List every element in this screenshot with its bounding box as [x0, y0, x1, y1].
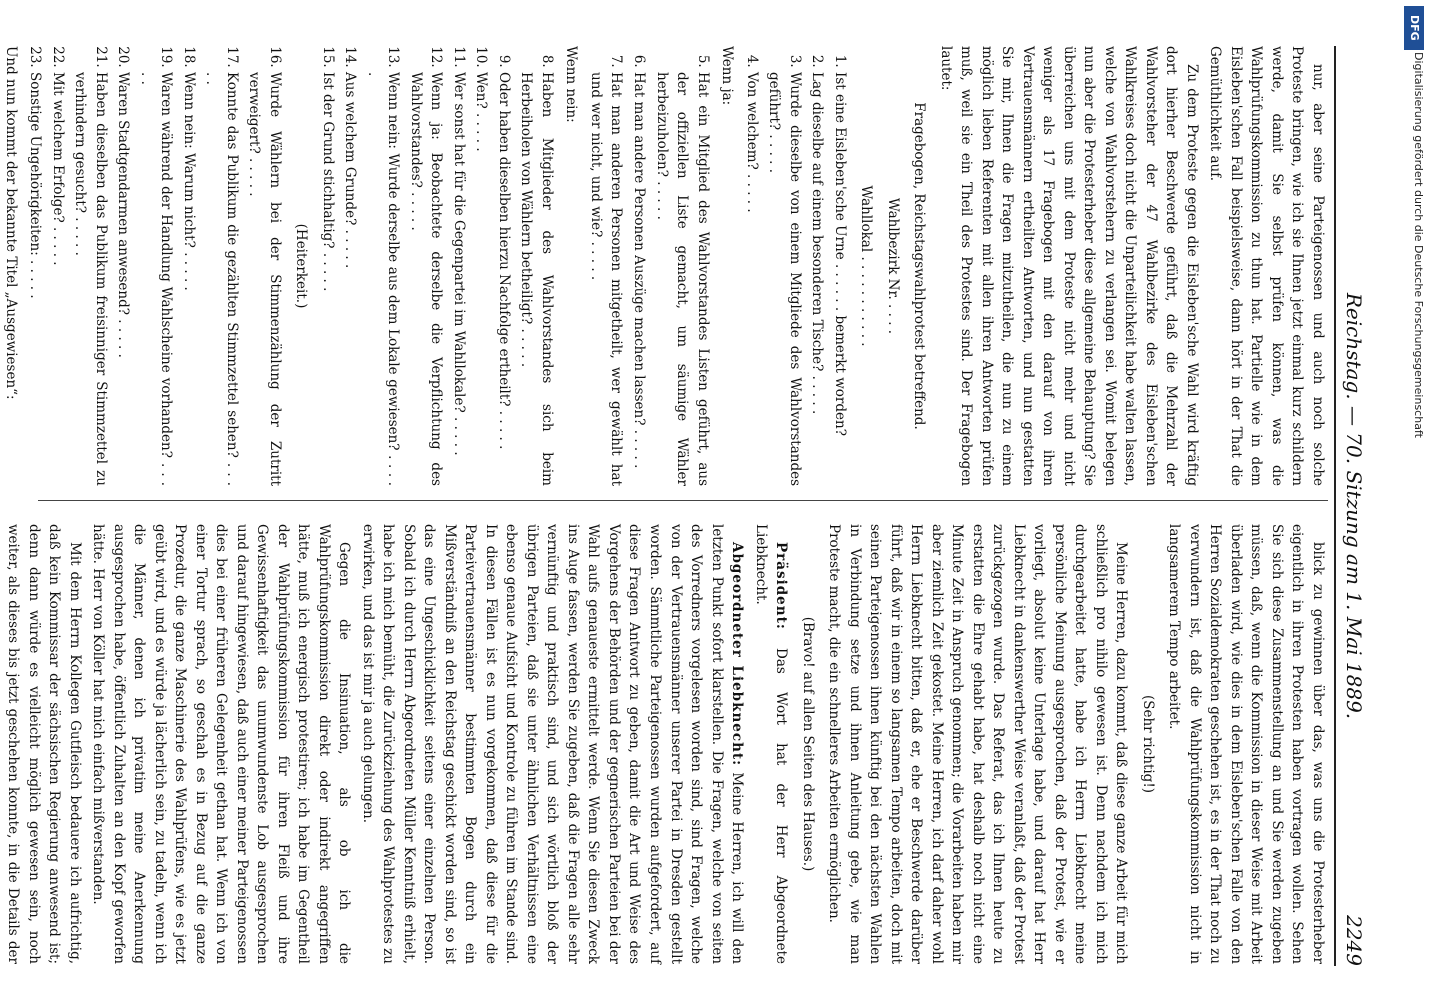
form-place: Wahllokal . . . . . . . . . . . — [858, 185, 875, 347]
answer-label: Wenn ja: — [719, 46, 736, 106]
question: 20. Waren Stadtgendarmen anwesend? . . . . . — [113, 72, 134, 486]
question: 11. Wer sonst hat für die Gegenpartei im Wahllokale? . . . . . — [448, 72, 469, 486]
question: 23. Sonstige Ungehörigkeiten: . . . . . — [25, 72, 46, 486]
question: 9. Oder haben dieselben hierzu Nachfolge ertheilt? . . . . . — [493, 72, 514, 486]
question: 10. Wen? . . . . . — [471, 72, 492, 486]
president-remark — [750, 524, 791, 964]
form-district: Wahlbezirk Nr. . . . . — [884, 197, 901, 335]
digitization-credit: Digitalisierung gefördert durch die Deutsche Forschungsgemeinschaft — [1412, 52, 1425, 438]
question: 4. Von welchem? . . . . . — [741, 72, 762, 486]
paragraph: Mit dem Herrn Kollegen Gutfleisch bedauere ich aufrichtig, daß kein Kommissar der sächsischen Regierung anwesend ist; denn dann würde es vielleicht möglich gewesen sein, noch weiter, als dieses bis jetzt geschehen konnte, in die Details der — [5, 524, 83, 964]
speech — [357, 524, 747, 964]
question: 22. Mit welchem Erfolge? . . . . . — [47, 72, 68, 486]
dfg-logo: DFG — [1404, 6, 1424, 50]
column-divider — [38, 500, 1328, 501]
header-title: Reichstag. — 70. Sitzung am 1. Mai 1889. — [1342, 292, 1366, 720]
question: 21. Haben dieselben das Publikum freisinniger Stimmzettel zu verhindern gesucht? . . . . . — [70, 72, 111, 486]
question: 13. Wenn nein: Wurde derselbe aus dem Lokale gewiesen? . . . . . — [362, 72, 403, 486]
stage-direction: (Heiterkeit.) — [293, 223, 310, 309]
question: 18. Wenn nein: Warum nicht? . . . . . — [178, 72, 199, 486]
question: 19. Waren während der Handlung Wahlscheine vorhanden? . . . . . — [135, 72, 176, 486]
stage-direction: (Sehr richtig!) — [1139, 694, 1156, 794]
answer-label: Wenn nein: — [563, 46, 580, 123]
question: 5. Hat ein Mitglied des Wahlvorstandes Listen geführt, aus der offiziellen Liste gemacht, um säumige Wähler herbeizuholen? . . . . . — [651, 72, 713, 486]
question: 6. Hat man andere Personen Auszüge machen lassen? . . . . . — [629, 72, 650, 486]
left-column — [0, 46, 1328, 486]
question: 17. Konnte das Publikum die gezählten Stimmzettel sehen? . . . . . — [201, 72, 242, 486]
question: 3. Wurde dieselbe von einem Mitgliede des Wahlvorstandes geführt? . . . . . — [764, 72, 805, 486]
stage-direction: (Bravo! auf allen Seiten des Hauses.) — [799, 616, 816, 872]
speaker-label: Abgeordneter Liebknecht: — [729, 542, 746, 767]
question: 16. Wurde Wählern bei der Stimmenzählung der Zutritt verweigert? . . . . . — [244, 72, 285, 486]
paragraph: Zu dem Proteste gegen die Eisleben'sche Wahl wird kräftig dort hierher Beschwerde geführt, daß die Mehrzahl der Wahlvorsteher der 47 Wahlbezirke des Eisleben'schen Wahlkreises doch nicht die Unparteilichkeit habe walten lassen, welche von Wahlvorstehern zu verlangen sei. Womit belegen nun aber die Protesterheber diese allgemeine Behauptung? Sie überreichen uns mit dem Proteste nicht mehr und nicht weniger als 17 Fragebogen mit den darauf von ihren Vertrauensmännern ertheilten Antworten, und nun gestatten Sie mir, Ihnen die Fragen mitzutheilen, die nun zu einem möglich lieben Referenten mit allen ihren Antworten prüfen muß, weil sie ein Theil des Protestes sind. Der Fragebogen lautet: — [937, 46, 1200, 486]
page-number: 2249 — [1342, 915, 1366, 966]
question-list-b — [585, 46, 712, 486]
paragraph: Meine Herren, dazu kommt, daß diese ganze Arbeit für mich schließlich pro nihilo gewesen ist. Denn nachdem ich mich durchgearbeitet hatte, habe ich Herrn Liebknecht meine persönliche Meinung ausgesprochen, daß der Protest, wie er vorliegt, absolut keine Unterlage habe, und darauf hat Herr Liebknecht in dankenswerther Weise veranlaßt, daß der Protest zurückgezogen wurde. Das Referat, das ich Ihnen heute zu erstatten die Ehre gehabt habe, hat deshalb noch nicht eine Minute Zeit in Anspruch genommen; die Vorarbeiten haben mir aber ziemlich Zeit gekostet. Meine Herren, ich darf daher wohl Herrn Liebknecht bitten, daß er, ehe er Beschwerde darüber führt, daß wir in einem so langsamen Tempo arbeiten, doch mit seinen Parteigenossen ihnen künftig bei den nächsten Wahlen in Verbindung setze und ihnen Anleitung gebe, wie man Proteste macht, die ein schnelleres Arbeiten ermöglichen. — [826, 524, 1130, 964]
paragraph: nur, aber seine Parteigenossen und auch noch solche Proteste bringen, wie ich sie Ihnen jetzt einmal kurz schildern werde, damit Sie selbst prüfen können, was die Wahlprüfungskommission zu thun hat. Partielle wie in dem Eisleben'schen Fall beispielsweise, dann hört in der That die Gemüthlichkeit auf. — [1207, 46, 1326, 486]
page-header — [1334, 46, 1370, 966]
paragraph: Gegen die Insinuation, als ob ich die Wahlprüfungskommission direkt oder indirekt angegriffen hätte, muß ich energisch protestiren; ich habe im Gegentheil der Wahlprüfungskommission für ihren Fleiß und ihre Gewissenhaftigkeit das unumwundenste Lob ausgesprochen und darauf hingewiesen, daß auch einer meiner Parteigenossen dies bei einer früheren Gelegenheit gethan hat. Wenn ich von einer Tortur sprach, so geschah es in Bezug auf die ganze Prozedur, die ganze Maschinerie des Wahlprüfens, wie es jetzt geübt wird, und es würde ja lächerlich sein, zu tadeln, wenn ich die Männer, denen ich privatim meine Anerkennung ausgesprochen habe, öffentlich Zuhalten an den Kopf geworfen hätte. Herr von Köller hat mich einfach mißverstanden. — [90, 524, 353, 964]
speaker-label: Präsident: — [773, 542, 790, 630]
speech-text: Das Wort hat der Herr Abgeordnete Liebknecht. — [752, 524, 790, 964]
right-column — [0, 524, 1328, 964]
question: 14. Aus welchem Grunde? . . . . . — [340, 72, 361, 486]
question: 1. Ist eine Eisleben'sche Urne . . . . . . bemerkt worden? — [829, 72, 850, 486]
form-title: Fragebogen, Reichstagswahlprotest betreffend. — [911, 102, 928, 430]
question: 8. Haben Mitglieder des Wahlvorstandes sich beim Herbeiholen von Wählern betheiligt? . . . . . — [516, 72, 557, 486]
question-list-a — [741, 46, 850, 486]
question-list-c — [317, 46, 557, 486]
speech-text: Meine Herren, ich will den letzten Punkt sofort klarstellen. Die Fragen, welche von seiten des Vorredners vorgelesen worden sind, sind Fragen, welche von der Vertrauensmänner unserer Partei in Dresden gestellt worden. Sämmtliche Parteigenossen wurden aufgefordert, auf diese Fragen Antwort zu geben, damit die Art und Weise des Vorgehens der Behörden und der gegnerischen Parteien bei der Wahl aufs genaueste ermittelt werde. Wenn Sie diesen Zweck ins Auge fassen, werden Sie zugeben, daß die Fragen alle sehr vernünftig und praktisch sind, und sich wörtlich bloß der übrigen Parteien, daß sie unter ähnlichen Verhältnissen eine ebenso genaue Aufsicht und Kontrole zu führen im Stande sind. In diesen Fällen ist es nun vorgekommen, daß diese für die Parteivertrauensmänner bestimmten Bogen durch ein Mißverständniß an den Reichstag geschickt worden sind, so ist das eine Ungeschicklichkeit seitens einer einzelnen Person. Sobald ich durch Herrn Abgeordneten Müller Kenntniß erhielt, habe ich mich bemüht, die Zurückziehung des Wahlprotestes zu erwirken, und das ist mir ja auch gelungen. — [359, 524, 746, 965]
question: 7. Hat man anderen Personen mitgetheilt, wer gewählt hat und wer nicht, und wie? . . . . . — [585, 72, 626, 486]
question: 2. Lag dieselbe auf einem besonderen Tische? . . . . . — [807, 72, 828, 486]
closing-question: Und nun kommt der bekannte Titel „Ausgewiesen“: — [2, 46, 19, 400]
question-list-d — [25, 46, 285, 486]
paragraph: blick zu gewinnen über das, was uns die Protesterheber eigentlich in ihren Protesten haben vortragen wollen. Sehen Sie sich diese Zusammenstellung an und Sie werden zugeben müssen, daß, wenn die Kommission in dieser Weise mit Arbeit überladen wird, wie dies in dem Eisleben'schen Falle von den Herren Sozialdemokraten geschehen ist, es in der That noch zu verwundern ist, daß die Wahlprüfungskommission nicht in langsamerem Tempo arbeitet. — [1166, 524, 1326, 964]
question: 15. Ist der Grund stichhaltig? . . . . . — [317, 72, 338, 486]
question: 12. Wenn ja: Beobachtete derselbe die Verpflichtung des Wahlvorstandes? . . . . . — [405, 72, 446, 486]
